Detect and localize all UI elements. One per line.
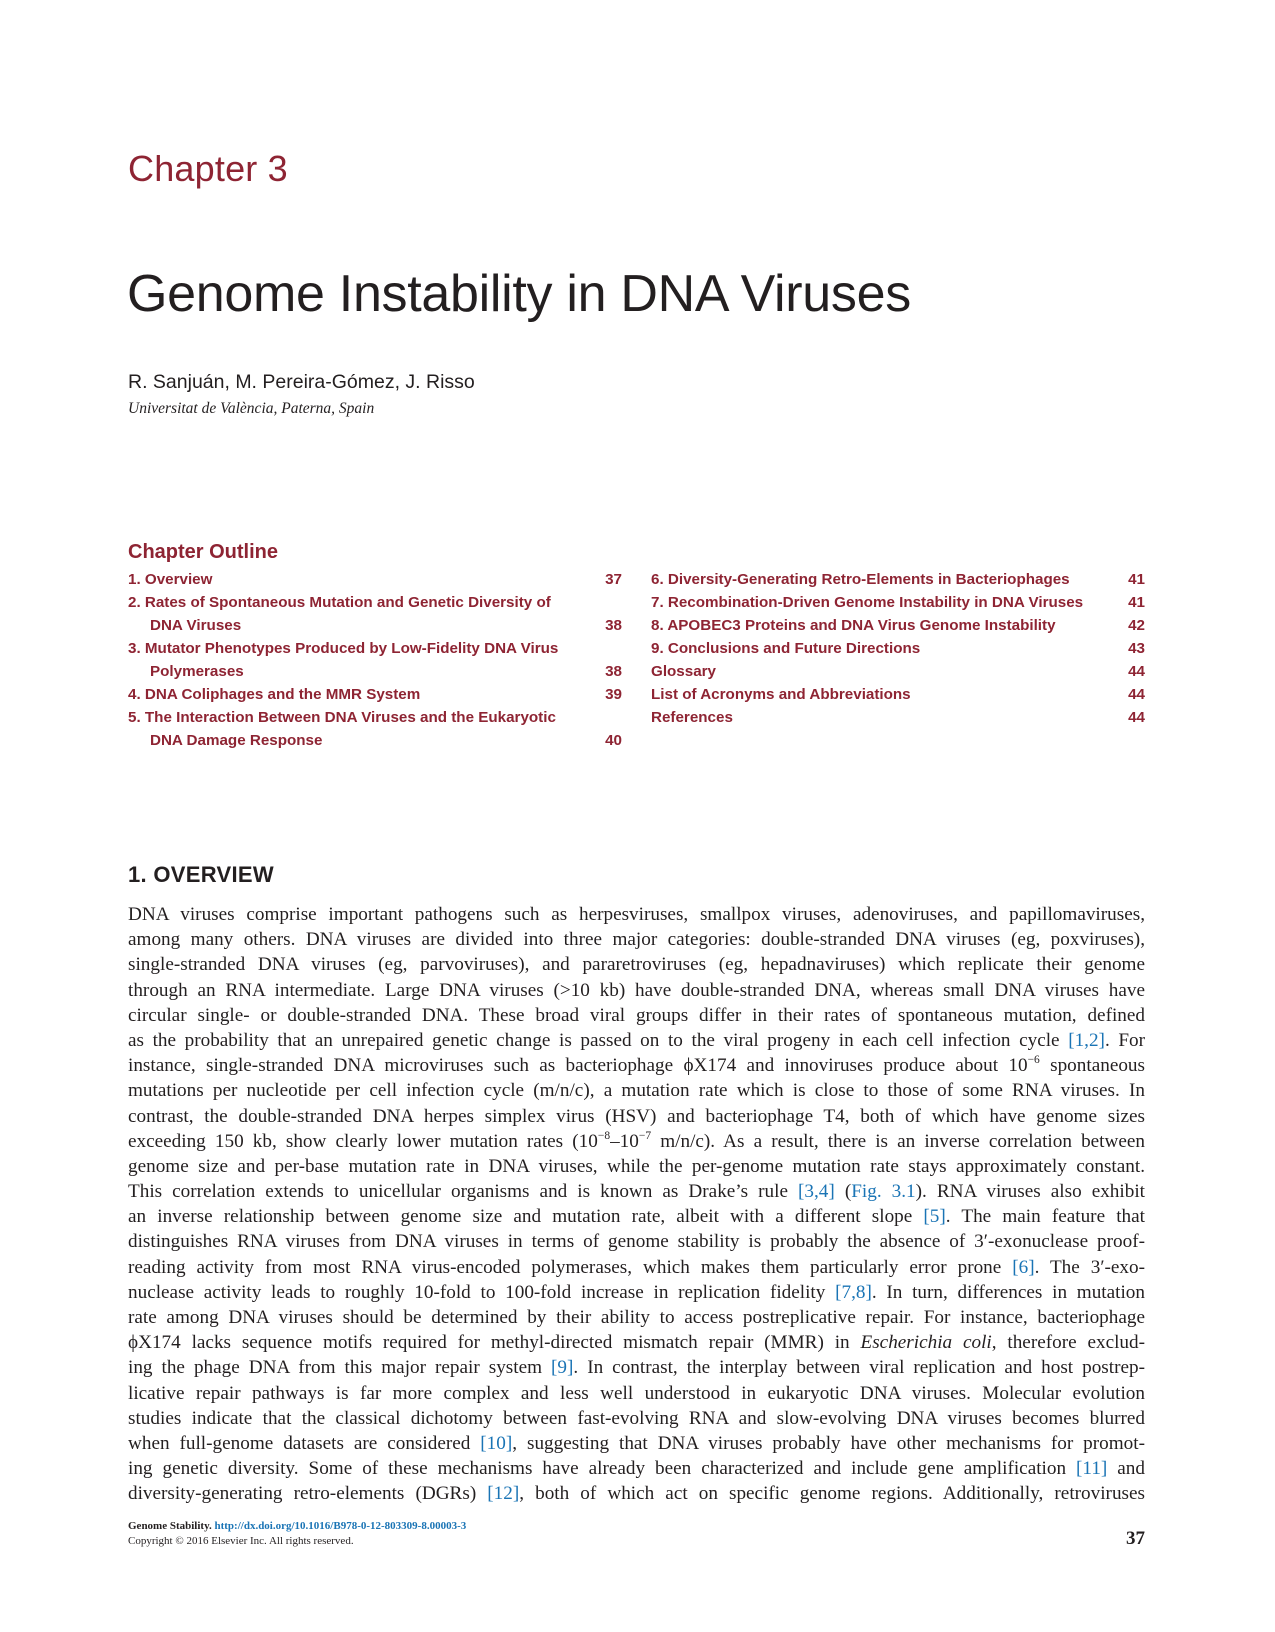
- section-body: [128, 902, 1145, 1507]
- body-line: [128, 1104, 1145, 1129]
- superscript: −8: [597, 1129, 611, 1142]
- text-run: (: [834, 1181, 852, 1203]
- outline-right-column: [651, 568, 1145, 729]
- body-line: [128, 1305, 1145, 1330]
- outline-item[interactable]: [128, 568, 622, 591]
- text-run: diversity-generating retro-elements (DGRs): [128, 1483, 488, 1505]
- outline-item-title[interactable]: 8. APOBEC3 Proteins and DNA Virus Genome Instability: [651, 617, 1056, 634]
- reference-link[interactable]: [7,8]: [835, 1281, 872, 1303]
- outline-item-title-cont[interactable]: DNA Viruses: [150, 617, 242, 634]
- outline-item[interactable]: [651, 660, 1145, 683]
- body-line: [128, 1003, 1145, 1028]
- text-run: ϕX174 lacks sequence motifs required for methyl-directed mismatch repair (MMR) in: [128, 1332, 861, 1354]
- text-run: single-stranded DNA viruses (eg, parvoviruses), and pararetroviruses (eg, hepadnaviruses) which replicate their genome: [128, 954, 1145, 976]
- text-run: ). RNA viruses also exhibit: [915, 1181, 1145, 1203]
- text-run: DNA viruses comprise important pathogens such as herpesviruses, smallpox viruses, adenoviruses, and papillomaviruses,: [128, 904, 1145, 925]
- text-run: spontaneous: [1039, 1055, 1145, 1077]
- text-run: through an RNA intermediate. Large DNA viruses (>10 kb) have double-stranded DNA, whereas small DNA viruses have: [128, 979, 1145, 1001]
- text-run: . For: [1104, 1029, 1146, 1051]
- outline-left-column: [128, 568, 622, 752]
- body-line: [128, 1028, 1145, 1053]
- superscript: −7: [638, 1129, 652, 1142]
- outline-item-page: 41: [1128, 571, 1145, 588]
- text-run: rate among DNA viruses should be determined by their ability to access postreplicative repair. For instance, bacteriophage: [128, 1307, 1145, 1328]
- reference-link[interactable]: [6]: [1012, 1256, 1035, 1278]
- text-run: ing the phage DNA from this major repair system: [128, 1357, 552, 1379]
- body-line: [128, 1053, 1145, 1078]
- body-line: [128, 1229, 1145, 1254]
- text-run: . The 3′-exo-: [1034, 1256, 1145, 1278]
- body-line: [128, 1406, 1145, 1431]
- outline-item[interactable]: [128, 683, 622, 706]
- body-line: [128, 1481, 1145, 1506]
- text-run: mutations per nucleotide per cell infection cycle (m/n/c), a mutation rate which is close to those of some RNA viruses. In: [128, 1080, 1145, 1102]
- outline-item-page: 42: [1128, 617, 1145, 634]
- text-run: circular single- or double-stranded DNA. These broad viral groups differ in their rates of spontaneous mutation, defined: [128, 1004, 1145, 1026]
- footer-book-title: Genome Stability.: [128, 1520, 212, 1532]
- outline-item[interactable]: [651, 683, 1145, 706]
- outline-item[interactable]: [651, 637, 1145, 660]
- outline-item-page: 43: [1128, 640, 1145, 657]
- text-run: . In turn, differences in mutation: [871, 1281, 1145, 1303]
- footer-copyright: Copyright © 2016 Elsevier Inc. All rights reserved.: [128, 1535, 354, 1547]
- reference-link[interactable]: [5]: [923, 1206, 946, 1228]
- outline-item[interactable]: [651, 614, 1145, 637]
- outline-item-page: 44: [1128, 686, 1145, 703]
- outline-item-title-cont[interactable]: DNA Damage Response: [150, 732, 323, 749]
- outline-item-page: 37: [605, 571, 622, 588]
- outline-item-page: 41: [1128, 594, 1145, 611]
- chapter-label: Chapter 3: [128, 148, 288, 189]
- text-run: –10: [610, 1130, 639, 1152]
- outline-item-title-cont[interactable]: Polymerases: [150, 663, 244, 680]
- body-line: [128, 1129, 1145, 1154]
- outline-item-title[interactable]: 3. Mutator Phenotypes Produced by Low-Fidelity DNA Virus: [128, 640, 559, 657]
- doi-link[interactable]: http://dx.doi.org/10.1016/B978-0-12-803309-8.00003-3: [214, 1520, 467, 1532]
- outline-item[interactable]: [128, 637, 622, 660]
- text-run: This correlation extends to unicellular organisms and is known as Drake’s rule: [128, 1181, 799, 1203]
- reference-link[interactable]: Fig. 3.1: [851, 1181, 916, 1203]
- body-line: [128, 902, 1145, 927]
- outline-heading: Chapter Outline: [128, 541, 279, 563]
- text-run: instance, single-stranded DNA microviruses such as bacteriophage ϕX174 and innoviruses produce about 10: [128, 1055, 1028, 1077]
- outline-item[interactable]: [651, 568, 1145, 591]
- reference-link[interactable]: [11]: [1076, 1458, 1108, 1480]
- outline-item-title[interactable]: 2. Rates of Spontaneous Mutation and Genetic Diversity of: [128, 594, 551, 611]
- body-line: [128, 1078, 1145, 1103]
- text-run: , both of which act on specific genome regions. Additionally, retroviruses: [519, 1483, 1145, 1505]
- outline-item-title[interactable]: References: [651, 709, 733, 726]
- text-run: exceeding 150 kb, show clearly lower mutation rates (10: [128, 1130, 598, 1152]
- section-heading: 1. OVERVIEW: [128, 862, 274, 887]
- body-line: [128, 1179, 1145, 1204]
- text-run: , therefore exclud-: [991, 1332, 1145, 1354]
- body-line: [128, 1280, 1145, 1305]
- affiliation: Universitat de València, Paterna, Spain: [128, 400, 375, 417]
- text-run: studies indicate that the classical dichotomy between fast-evolving RNA and slow-evolving DNA viruses becomes blurred: [128, 1407, 1145, 1429]
- outline-item-continuation[interactable]: [128, 614, 622, 637]
- text-run: genome size and per-base mutation rate in DNA viruses, while the per-genome mutation rate stays approximately constant.: [128, 1155, 1145, 1177]
- footer-book-line: [128, 1520, 466, 1532]
- italic-text: Escherichia coli: [860, 1332, 992, 1354]
- outline-item-page: 44: [1128, 709, 1145, 726]
- body-line: [128, 952, 1145, 977]
- body-line: [128, 1355, 1145, 1380]
- outline-item[interactable]: [128, 591, 622, 614]
- text-run: licative repair pathways is far more complex and less well understood in eukaryotic DNA viruses. Molecular evolution: [128, 1382, 1145, 1404]
- outline-item-title[interactable]: 4. DNA Coliphages and the MMR System: [128, 686, 421, 703]
- reference-link[interactable]: [10]: [480, 1432, 513, 1454]
- outline-item-page: 44: [1128, 663, 1145, 680]
- body-line: [128, 927, 1145, 952]
- outline-item[interactable]: [128, 706, 622, 729]
- page-number: 37: [1126, 1528, 1145, 1549]
- outline-item[interactable]: [651, 591, 1145, 614]
- text-run: among many others. DNA viruses are divided into three major categories: double-stranded DNA viruses (eg, poxviruses),: [128, 929, 1145, 951]
- text-run: and: [1107, 1458, 1145, 1480]
- outline-item-title[interactable]: 5. The Interaction Between DNA Viruses and the Eukaryotic: [128, 709, 556, 726]
- body-line: [128, 1381, 1145, 1406]
- reference-link[interactable]: [12]: [487, 1483, 520, 1505]
- outline-item-title[interactable]: Glossary: [651, 663, 717, 680]
- body-line: [128, 1204, 1145, 1229]
- text-run: . In contrast, the interplay between viral replication and host postrep-: [573, 1357, 1145, 1379]
- text-run: an inverse relationship between genome size and mutation rate, albeit with a different slope: [128, 1206, 924, 1228]
- outline-item-page: 38: [605, 617, 622, 634]
- chapter-title: Genome Instability in DNA Viruses: [127, 265, 911, 323]
- outline-item-title[interactable]: 6. Diversity-Generating Retro-Elements in Bacteriophages: [651, 571, 1070, 588]
- text-run: m/n/c). As a result, there is an inverse correlation between: [651, 1130, 1145, 1152]
- reference-link[interactable]: [1,2]: [1068, 1029, 1105, 1051]
- text-run: contrast, the double-stranded DNA herpes simplex virus (HSV) and bacteriophage T4, both of which have genome sizes: [128, 1105, 1145, 1127]
- reference-link[interactable]: [9]: [551, 1357, 574, 1379]
- body-line: [128, 1255, 1145, 1280]
- outline-item-title[interactable]: 1. Overview: [128, 571, 213, 588]
- authors: R. Sanjuán, M. Pereira-Gómez, J. Risso: [128, 371, 475, 393]
- outline-item-title[interactable]: 9. Conclusions and Future Directions: [651, 640, 921, 657]
- outline-item-continuation[interactable]: [128, 660, 622, 683]
- outline-item-continuation[interactable]: [128, 729, 622, 752]
- reference-link[interactable]: [3,4]: [798, 1181, 835, 1203]
- text-run: when full-genome datasets are considered: [128, 1432, 481, 1454]
- body-line: [128, 1154, 1145, 1179]
- text-run: ing genetic diversity. Some of these mechanisms have already been characterized and include gene amplification: [128, 1458, 1077, 1480]
- text-run: reading activity from most RNA virus-encoded polymerases, which makes them particularly error prone: [128, 1256, 1013, 1278]
- superscript: −6: [1027, 1054, 1040, 1067]
- text-run: distinguishes RNA viruses from DNA viruses in terms of genome stability is probably the absence of 3′-exonuclease proof-: [128, 1231, 1145, 1253]
- body-line: [128, 1456, 1145, 1481]
- body-line: [128, 1431, 1145, 1456]
- outline-item[interactable]: [651, 706, 1145, 729]
- text-run: nuclease activity leads to roughly 10-fold to 100-fold increase in replication fidelity: [128, 1281, 836, 1303]
- outline-item-title[interactable]: List of Acronyms and Abbreviations: [651, 686, 911, 703]
- text-run: . The main feature that: [945, 1206, 1145, 1228]
- outline-item-page: 39: [605, 686, 622, 703]
- body-line: [128, 1330, 1145, 1355]
- text-run: , suggesting that DNA viruses probably have other mechanisms for promot-: [512, 1432, 1145, 1454]
- text-run: as the probability that an unrepaired genetic change is passed on to the viral progeny in each cell infection cycle: [128, 1029, 1069, 1051]
- outline-item-page: 38: [605, 663, 622, 680]
- body-line: [128, 978, 1145, 1003]
- outline-item-page: 40: [605, 732, 622, 749]
- outline-item-title[interactable]: 7. Recombination-Driven Genome Instability in DNA Viruses: [651, 594, 1084, 611]
